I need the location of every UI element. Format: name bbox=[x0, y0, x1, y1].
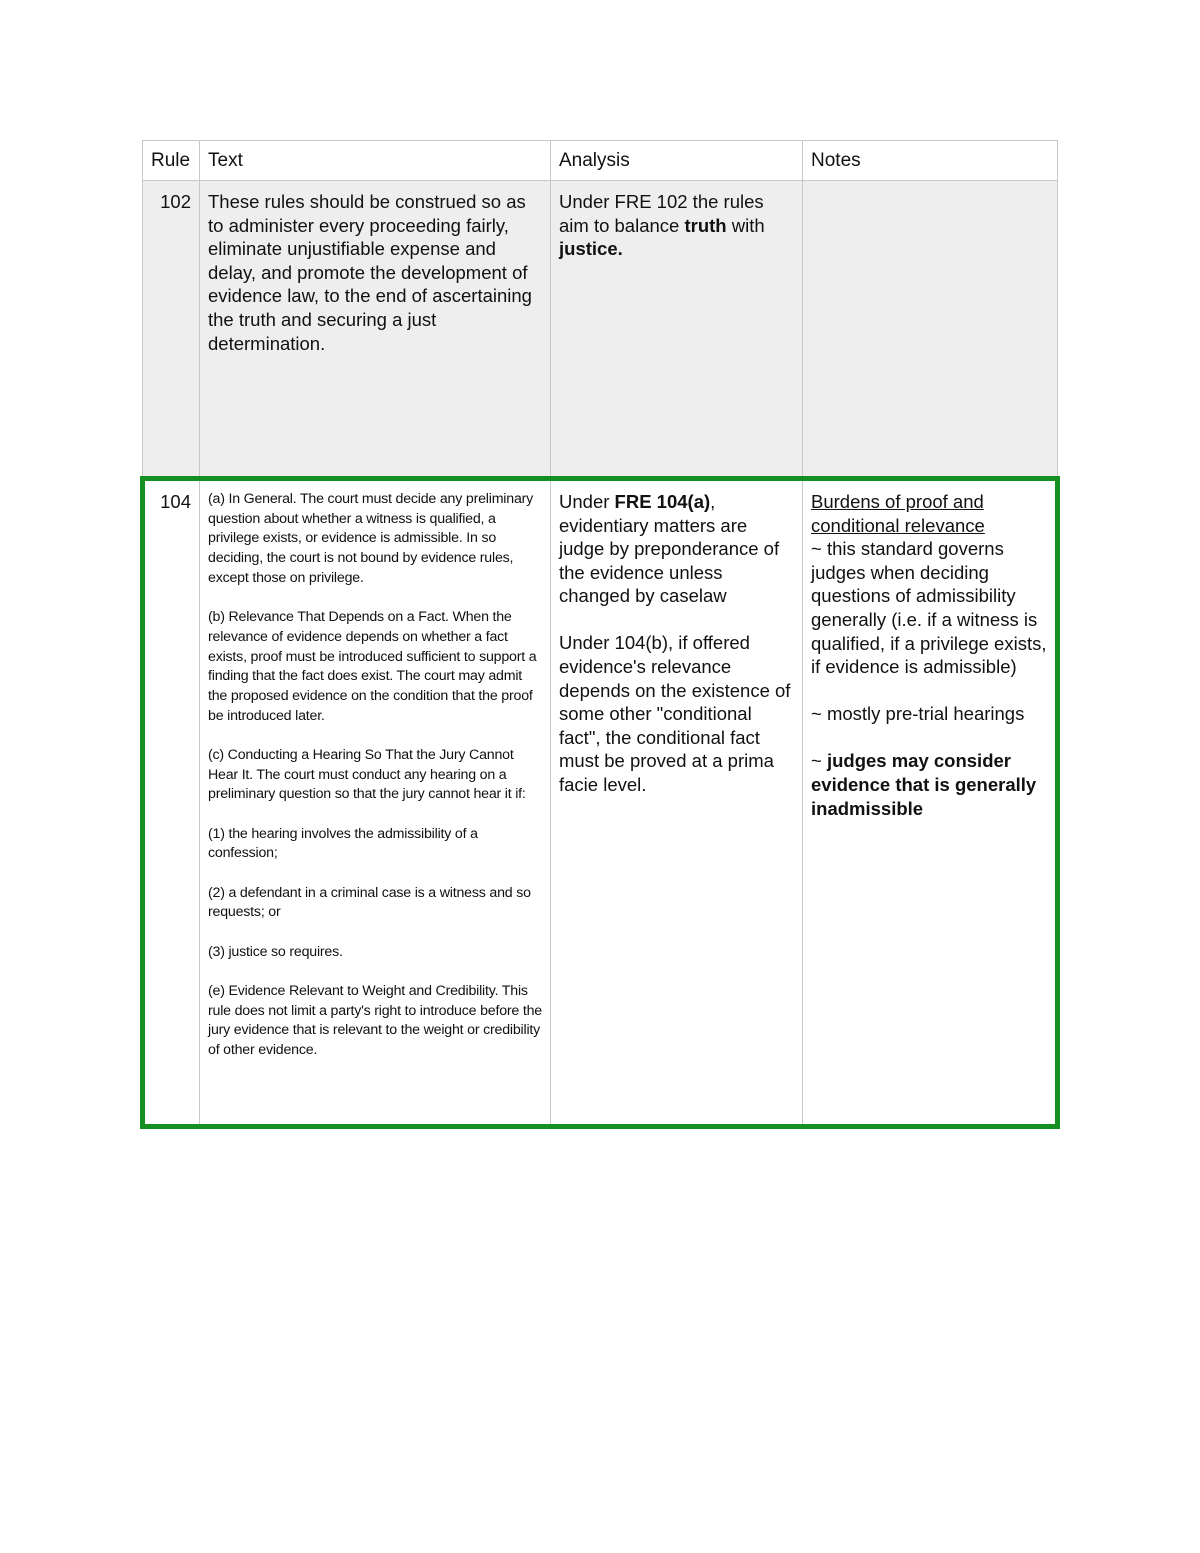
header-rule: Rule bbox=[142, 141, 200, 180]
rule-text-paragraph: (e) Evidence Relevant to Weight and Credibility. This rule does not limit a party's right to introduce before the jury evidence that is relevant to the weight or credibility of other evidence. bbox=[208, 982, 542, 1059]
analysis-text: , evidentiary matters are judge by preponderance of the evidence unless changed by caselaw bbox=[559, 491, 780, 607]
rules-table bbox=[142, 140, 1058, 1128]
analysis-bold-justice: justice. bbox=[559, 238, 623, 260]
rule-number: 104 bbox=[142, 478, 200, 1128]
analysis-text: with bbox=[726, 214, 765, 236]
header-text: Text bbox=[200, 141, 551, 180]
rule-text-paragraph: (a) In General. The court must decide any preliminary question about whether a witness is qualified, a privilege exists, or evidence is admissible. In so deciding, the court is not bound by evidence rules, except those on privilege. bbox=[208, 491, 534, 586]
rule-text-paragraph: (c) Conducting a Hearing So That the Jury Cannot Hear It. The court must conduct any hearing on a preliminary question so that the jury cannot hear it if: bbox=[208, 746, 526, 803]
analysis-bold-rule: FRE 104(a) bbox=[614, 491, 711, 512]
rule-notes bbox=[803, 478, 1058, 1128]
analysis-bold-truth: truth bbox=[684, 214, 727, 236]
notes-text: ~ bbox=[811, 750, 827, 772]
table-row-102 bbox=[142, 181, 1058, 478]
header-analysis: Analysis bbox=[551, 141, 803, 180]
analysis-text: Under FRE 102 the rules aim to balance bbox=[559, 191, 764, 236]
analysis-text: Under bbox=[559, 491, 615, 512]
rule-text: These rules should be construed so as to administer every proceeding fairly, eliminate unjustifiable expense and delay, and promote the development of evidence law, to the end of ascertaining the truth and securing a just determination. bbox=[200, 181, 551, 478]
analysis-paragraph bbox=[559, 490, 794, 608]
rule-text-paragraph: (3) justice so requires. bbox=[208, 943, 343, 960]
notes-line: ~ mostly pre-trial hearings bbox=[811, 703, 1025, 725]
notes-bold: judges may consider evidence that is generally inadmissible bbox=[811, 750, 1037, 819]
header-notes: Notes bbox=[803, 141, 1058, 180]
rule-notes bbox=[803, 181, 1058, 478]
rule-number: 102 bbox=[142, 181, 200, 478]
rule-text-paragraph: (2) a defendant in a criminal case is a witness and so requests; or bbox=[208, 884, 531, 921]
table-row-104-highlighted bbox=[142, 478, 1058, 1128]
rule-analysis bbox=[551, 181, 803, 478]
notes-line: ~ this standard governs judges when deciding questions of admissibility generally (i.e. if a witness is qualified, if a privilege exists, if evidence is admissible) bbox=[811, 538, 1047, 678]
table-header-row bbox=[142, 140, 1058, 181]
rule-text bbox=[200, 478, 551, 1128]
rule-text-paragraph: (b) Relevance That Depends on a Fact. When the relevance of evidence depends on whether a fact exists, proof must be introduced sufficient to support a finding that the fact does exist. The court may admit the proposed evidence on the condition that the proof be introduced later. bbox=[208, 609, 537, 724]
notes-heading: Burdens of proof and conditional relevance bbox=[811, 491, 985, 536]
rule-text-paragraph: (1) the hearing involves the admissibility of a confession; bbox=[208, 825, 478, 862]
notes-line bbox=[811, 749, 1049, 820]
analysis-paragraph: Under 104(b), if offered evidence's relevance depends on the existence of some other "conditional fact", the conditional fact must be proved at a prima facie level. bbox=[559, 632, 791, 796]
rule-analysis bbox=[551, 478, 803, 1128]
